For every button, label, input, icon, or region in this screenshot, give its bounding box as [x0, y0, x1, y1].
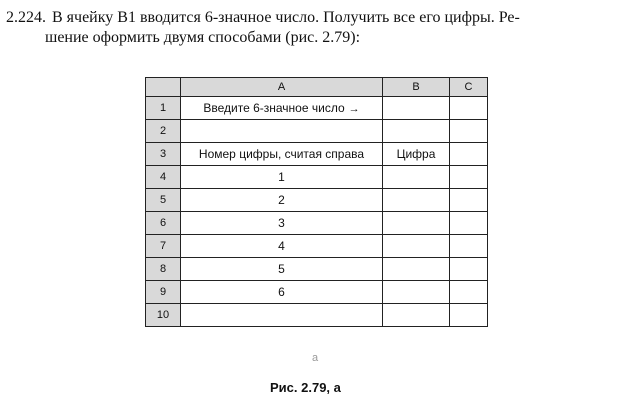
cell-b5 — [383, 189, 450, 212]
row-number: 8 — [146, 258, 181, 281]
cell-a10 — [181, 304, 383, 327]
row-number: 7 — [146, 235, 181, 258]
cell-b8 — [383, 258, 450, 281]
row-number: 10 — [146, 304, 181, 327]
cell-a7: 4 — [181, 235, 383, 258]
table-row — [146, 258, 488, 281]
column-header-a: A — [181, 78, 383, 97]
arrow-right-icon: → — [348, 103, 360, 115]
problem-text-2: шение оформить двумя способами (рис. 2.79): — [45, 29, 361, 46]
table-row — [146, 120, 488, 143]
cell-c1 — [450, 97, 488, 120]
cell-b9 — [383, 281, 450, 304]
row-number: 9 — [146, 281, 181, 304]
cell-b2 — [383, 120, 450, 143]
cell-b4 — [383, 166, 450, 189]
cell-a8: 5 — [181, 258, 383, 281]
row-number: 3 — [146, 143, 181, 166]
problem-number: 2.224. — [6, 9, 46, 26]
cell-b6 — [383, 212, 450, 235]
row-number: 4 — [146, 166, 181, 189]
cell-c6 — [450, 212, 488, 235]
problem-statement — [6, 8, 618, 48]
table-row — [146, 97, 488, 120]
cell-a1 — [181, 97, 383, 120]
figure-sub-label: а — [312, 352, 319, 364]
row-number: 1 — [146, 97, 181, 120]
cell-b1 — [383, 97, 450, 120]
row-number: 2 — [146, 120, 181, 143]
corner-cell — [146, 78, 181, 97]
row-number: 6 — [146, 212, 181, 235]
cell-a6: 3 — [181, 212, 383, 235]
cell-a2 — [181, 120, 383, 143]
problem-text-1: В ячейку B1 вводится 6-значное число. Получить все его цифры. Ре- — [52, 9, 520, 26]
cell-b7 — [383, 235, 450, 258]
cell-a4: 1 — [181, 166, 383, 189]
cell-a3: Номер цифры, считая справа — [181, 143, 383, 166]
table-row — [146, 281, 488, 304]
spreadsheet-table — [145, 77, 488, 327]
row-number: 5 — [146, 189, 181, 212]
figure-caption: Рис. 2.79, а — [270, 380, 341, 395]
problem-line-1 — [6, 8, 618, 28]
table-row — [146, 235, 488, 258]
table-row — [146, 304, 488, 327]
cell-c7 — [450, 235, 488, 258]
cell-a9: 6 — [181, 281, 383, 304]
cell-c8 — [450, 258, 488, 281]
column-header-row — [146, 78, 488, 97]
table-row — [146, 143, 488, 166]
cell-c9 — [450, 281, 488, 304]
table-row — [146, 189, 488, 212]
cell-c3 — [450, 143, 488, 166]
table-row — [146, 166, 488, 189]
cell-a5: 2 — [181, 189, 383, 212]
table-row — [146, 212, 488, 235]
cell-c4 — [450, 166, 488, 189]
cell-b3: Цифра — [383, 143, 450, 166]
cell-c5 — [450, 189, 488, 212]
cell-c10 — [450, 304, 488, 327]
cell-c2 — [450, 120, 488, 143]
cell-a1-text: Введите 6-значное число — [203, 101, 345, 115]
column-header-c: C — [450, 78, 488, 97]
column-header-b: B — [383, 78, 450, 97]
cell-b10 — [383, 304, 450, 327]
